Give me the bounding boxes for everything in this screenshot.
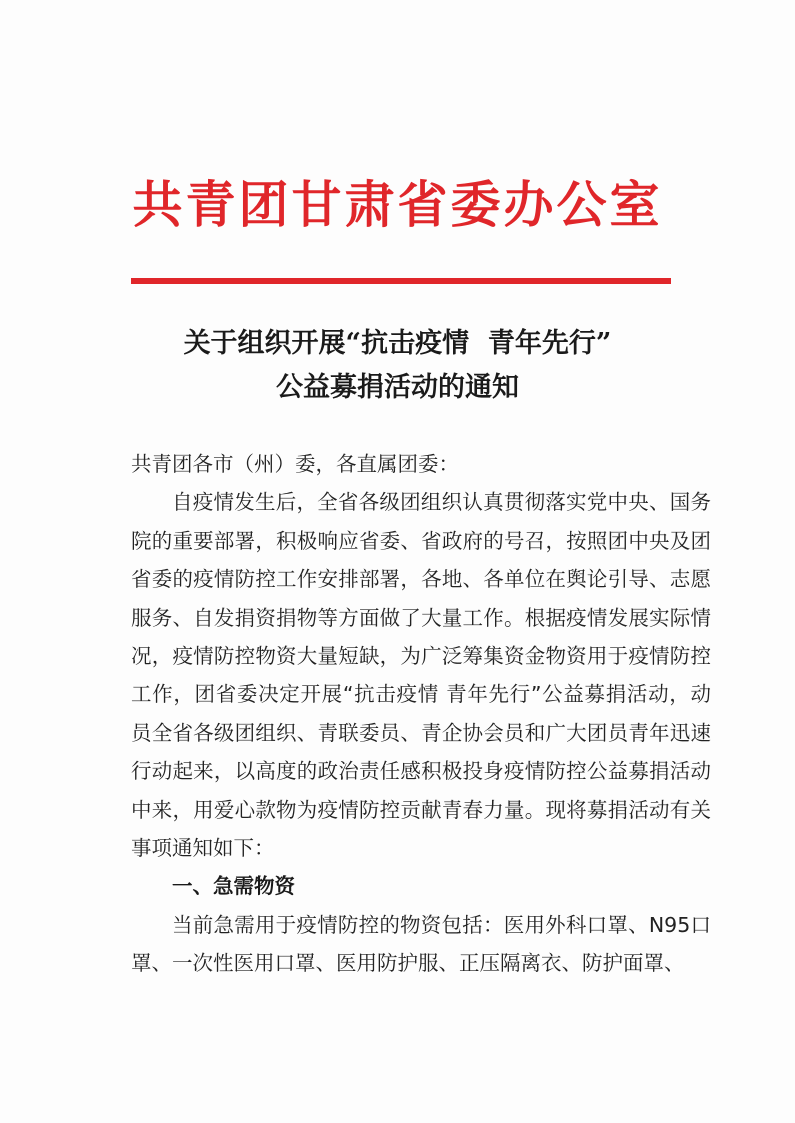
- red-divider-line: [131, 278, 671, 284]
- document-title-line-2: 公益募捐活动的通知: [276, 372, 519, 403]
- section-heading-1: 一、急需物资: [172, 874, 295, 899]
- document-body: [131, 445, 711, 983]
- body-paragraph-1: 自疫情发生后，全省各级团组织认真贯彻落实党中央、国务院的重要部署，积极响应省委、省政府的号召，按照团中央及团省委的疫情防控工作安排部署，各地、各单位在舆论引导、志愿服务、自发捐资捐物等方面做了大量工作。根据疫情发展实际情况，疫情防控物资大量短缺，为广泛筹集资金物资用于疫情防控工作，团省委决定开展“抗击疫情 青年先行”公益募捐活动，动员全省各级团组织、青联委员、青企协会员和广大团员青年迅速行动起来，以高度的政治责任感积极投身疫情防控公益募捐活动中来，用爱心款物为疫情防控贡献青春力量。现将募捐活动有关事项通知如下：: [131, 490, 711, 861]
- body-paragraph-2: 当前急需用于疫情防控的物资包括：医用外科口罩、N95口罩、一次性医用口罩、医用防护服、正压隔离衣、防护面罩、: [131, 912, 711, 976]
- document-title: [0, 322, 795, 410]
- salutation: 共青团各市（州）委，各直属团委：: [131, 452, 459, 476]
- document-title-line-1: 关于组织开展“抗击疫情 青年先行”: [183, 328, 612, 359]
- issuing-organization-header: 共青团甘肃省委办公室: [132, 175, 663, 234]
